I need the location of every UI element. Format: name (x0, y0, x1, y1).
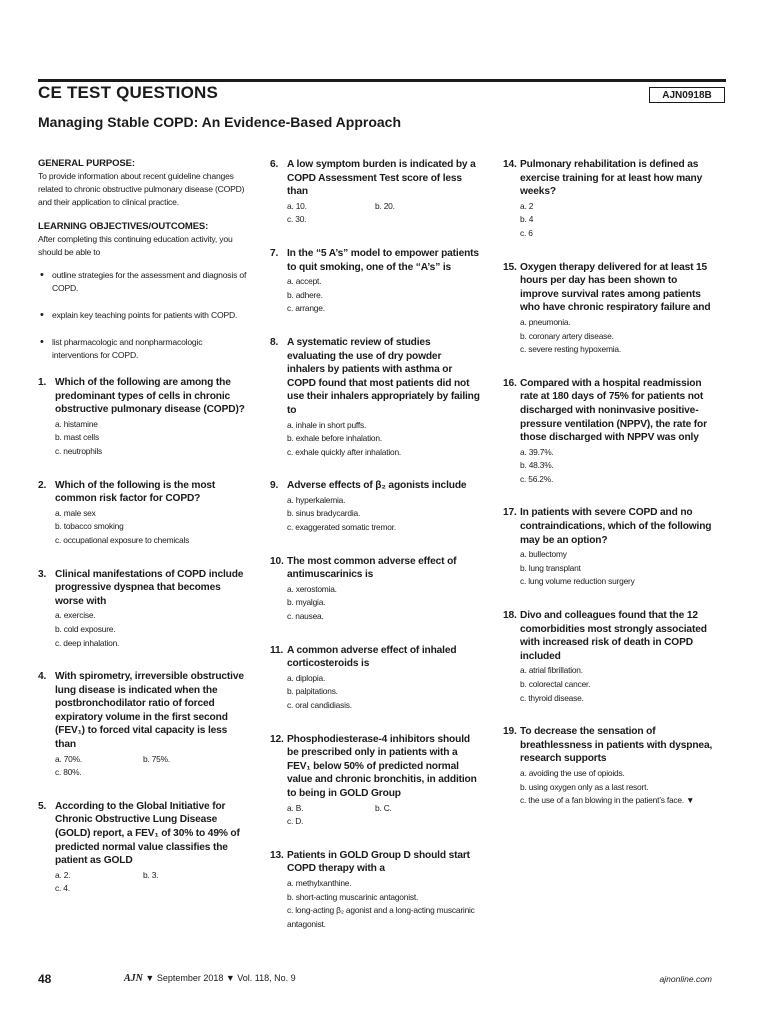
answer-option: a. diplopia. (287, 672, 326, 683)
question-number: 1. (38, 377, 47, 388)
answer-option: b. C. (375, 802, 392, 813)
question-text: Pulmonary rehabilitation is defined as exercise training for at least how many weeks? (520, 159, 703, 198)
answer-option: a. methylxanthine. (287, 877, 352, 888)
question-stem (38, 376, 250, 417)
answer-options (503, 767, 717, 808)
question-text: Oxygen therapy delivered for at least 15 hours per day has been shown to improve survival rates among patients who have chronic respiratory failure and (520, 261, 711, 314)
page-title: CE TEST QUESTIONS (38, 83, 219, 102)
answer-option: c. the use of a fan blowing in the patient’s face. ▼ (520, 795, 695, 806)
answer-option: b. palpitations. (287, 686, 338, 697)
answer-options (38, 753, 250, 780)
question-text: With spirometry, irreversible obstructive lung disease is indicated when the postbronchodilator ratio of forced expiratory volume in the first second (FEV₁) to forced vital capacity is less than (55, 671, 244, 751)
answer-options (270, 802, 480, 829)
answer-option: a. hyperkalemia. (287, 494, 346, 505)
answer-option: a. 70%. (55, 753, 83, 764)
objectives-heading: LEARNING OBJECTIVES/OUTCOMES: (38, 221, 209, 232)
question-4 (38, 670, 250, 780)
question-stem (503, 609, 717, 663)
answer-option: a. 39.7%. (520, 446, 554, 457)
answer-option: b. 75%. (143, 753, 171, 764)
answer-option: a. atrial fibrillation. (520, 665, 583, 676)
answer-options (503, 664, 717, 705)
answer-option: a. pneumonia. (520, 316, 571, 327)
question-stem (270, 336, 480, 418)
answer-option: c. 4. (55, 883, 70, 894)
answer-option: a. B. (287, 802, 304, 813)
column-3 (503, 158, 717, 828)
question-stem (38, 568, 250, 609)
answer-option: c. 6 (520, 227, 533, 238)
answer-option: a. accept. (287, 276, 322, 287)
answer-option: c. deep inhalation. (55, 637, 120, 648)
answer-option: c. exhale quickly after inhalation. (287, 446, 402, 457)
answer-option: b. 48.3%. (520, 460, 554, 471)
question-text: Divo and colleagues found that the 12 comorbidities most strongly associated with increased risk of death in COPD included (520, 610, 707, 662)
answer-options (38, 869, 250, 896)
question-text: Which of the following is the most common risk factor for COPD? (55, 479, 216, 505)
answer-options (270, 419, 480, 460)
issue-info: ▼ September 2018 ▼ Vol. 118, No. 9 (145, 973, 296, 983)
question-text: Phosphodiesterase-4 inhibitors should be prescribed only in patients with a FEV₁ below 50% of predicted normal value and chronic bronchitis, in addition to being in GOLD Group (287, 733, 477, 799)
column-2 (270, 158, 480, 951)
answer-option: c. 56.2%. (520, 473, 554, 484)
question-14 (503, 158, 717, 241)
answer-option: b. mast cells (55, 432, 99, 443)
answer-option: c. severe resting hypoxemia. (520, 344, 621, 355)
answer-options (38, 507, 250, 548)
answer-option: a. 2. (55, 869, 71, 880)
answer-option: c. exaggerated somatic tremor. (287, 522, 396, 533)
question-text: A low symptom burden is indicated by a COPD Assessment Test score of less than (287, 159, 476, 198)
question-number: 4. (38, 671, 47, 683)
question-number: 12. (270, 733, 284, 745)
question-stem (270, 479, 480, 493)
answer-option: a. bullectomy (520, 549, 567, 560)
question-8 (270, 336, 480, 459)
article-subtitle: Managing Stable COPD: An Evidence-Based Approach (38, 114, 402, 130)
objectives-list (38, 269, 250, 362)
answer-option: c. long-acting β₂ agonist and a long-acting muscarinic antagonist. (287, 905, 475, 929)
answer-option: b. 4 (520, 214, 534, 225)
answer-option: c. lung volume reduction surgery (520, 576, 635, 587)
question-11 (270, 644, 480, 713)
question-2 (38, 479, 250, 548)
question-number: 3. (38, 568, 47, 580)
answer-option: b. using oxygen only as a last resort. (520, 781, 649, 792)
question-number: 15. (503, 261, 517, 273)
question-number: 8. (270, 336, 279, 348)
answer-option: c. thyroid disease. (520, 692, 584, 703)
answer-option: a. histamine (55, 418, 98, 429)
answer-options (503, 446, 717, 487)
question-text: The most common adverse effect of antimuscarinics is (287, 555, 457, 581)
answer-option: b. exhale before inhalation. (287, 433, 382, 444)
answer-option: b. cold exposure. (55, 623, 116, 634)
answer-option: b. short-acting muscarinic antagonist. (287, 891, 419, 902)
question-10 (270, 555, 480, 624)
question-number: 14. (503, 159, 517, 170)
question-stem (503, 158, 717, 199)
question-number: 13. (270, 849, 284, 861)
answer-options (270, 200, 480, 227)
question-9 (270, 479, 480, 534)
question-text: Patients in GOLD Group D should start COPD therapy with a (287, 849, 470, 875)
question-stem (270, 158, 480, 199)
answer-option: b. sinus bradycardia. (287, 508, 361, 519)
question-number: 6. (270, 159, 279, 170)
answer-option: b. lung transplant (520, 562, 581, 573)
question-15 (503, 261, 717, 357)
page-number: 48 (38, 972, 52, 986)
question-1 (38, 376, 250, 459)
question-13 (270, 849, 480, 932)
question-6 (270, 158, 480, 227)
answer-option: c. neutrophils (55, 445, 103, 456)
question-text: Which of the following are among the predominant types of cells in chronic obstructive pulmonary disease (COPD)? (55, 377, 245, 416)
question-stem (38, 670, 250, 752)
question-stem (503, 377, 717, 445)
question-stem (38, 479, 250, 506)
question-text: Clinical manifestations of COPD include progressive dyspnea that becomes worse with (55, 568, 244, 607)
question-18 (503, 609, 717, 705)
question-text: A systematic review of studies evaluating the use of dry powder inhalers by patients with asthma or COPD found that most patients did not use their inhalers appropriately by failing to (287, 336, 480, 416)
answer-option: c. nausea. (287, 611, 324, 622)
question-12 (270, 733, 480, 829)
question-stem (503, 506, 717, 547)
answer-option: a. 2 (520, 200, 534, 211)
question-text: Compared with a hospital readmission rate at 180 days of 75% for patients not discharged with noninvasive positive-pressure ventilation (NPPV), the rate for those discharged with NPPV was only (520, 377, 707, 444)
question-stem (503, 725, 717, 766)
question-17 (503, 506, 717, 589)
objective-item: • explain key teaching points for patients with COPD. (38, 309, 250, 322)
answer-option: c. occupational exposure to chemicals (55, 534, 190, 545)
answer-option: b. coronary artery disease. (520, 330, 614, 341)
answer-option: b. colorectal cancer. (520, 679, 591, 689)
answer-option: a. xerostomia. (287, 583, 337, 594)
question-stem (270, 733, 480, 801)
general-purpose-text: To provide information about recent guideline changes related to chronic obstructive pulmonary disease (COPD) and their application to clinical practice. (38, 171, 245, 207)
answer-option: a. inhale in short puffs. (287, 419, 367, 430)
answer-option: c. 80%. (55, 767, 82, 778)
answer-options (270, 494, 480, 535)
answer-options (270, 275, 480, 316)
objectives-intro: After completing this continuing education activity, you should be able to (38, 234, 233, 257)
question-number: 10. (270, 555, 284, 567)
answer-option: b. 3. (143, 869, 159, 880)
answer-option: b. 20. (375, 200, 395, 211)
answer-option: b. myalgia. (287, 597, 326, 608)
question-16 (503, 377, 717, 487)
answer-options (38, 609, 250, 650)
answer-option: b. adhere. (287, 289, 323, 300)
answer-option: a. 10. (287, 200, 307, 211)
question-3 (38, 568, 250, 651)
answer-option: a. avoiding the use of opioids. (520, 767, 625, 778)
question-number: 18. (503, 610, 517, 622)
answer-option: c. D. (287, 816, 304, 827)
question-stem (270, 644, 480, 671)
objective-item: • outline strategies for the assessment and diagnosis of COPD. (38, 269, 250, 295)
answer-option: c. arrange. (287, 303, 325, 314)
question-text: Adverse effects of β₂ agonists include (287, 480, 467, 492)
question-5 (38, 800, 250, 896)
header-rule (38, 79, 726, 82)
journal-info (124, 973, 296, 984)
question-number: 19. (503, 726, 517, 738)
question-number: 7. (270, 247, 279, 259)
question-number: 5. (38, 800, 47, 812)
page-footer (0, 972, 770, 988)
question-stem (270, 247, 480, 274)
question-stem (38, 800, 250, 868)
answer-options (270, 672, 480, 713)
answer-options (503, 316, 717, 357)
question-text: A common adverse effect of inhaled corticosteroids is (287, 644, 457, 670)
journal-abbr: AJN (124, 973, 143, 984)
question-stem (503, 261, 717, 315)
website: ajnonline.com (659, 974, 712, 984)
answer-option: b. tobacco smoking (55, 521, 124, 532)
question-number: 16. (503, 377, 517, 389)
question-7 (270, 247, 480, 316)
question-text: In the “5 A’s” model to empower patients to quit smoking, one of the “A’s” is (287, 247, 479, 273)
question-stem (270, 849, 480, 876)
question-number: 11. (270, 644, 284, 656)
answer-options (503, 548, 717, 589)
answer-options (270, 877, 480, 931)
question-number: 17. (503, 507, 517, 519)
question-number: 2. (38, 479, 47, 491)
answer-option: c. oral candidiasis. (287, 700, 352, 710)
objective-item: • list pharmacologic and nonpharmacologic interventions for COPD. (38, 336, 250, 362)
question-text: According to the Global Initiative for Chronic Obstructive Lung Disease (GOLD) report, a FEV₁ of 30% to 49% of predicted normal value classifies the patient as GOLD (55, 800, 240, 867)
question-stem (270, 555, 480, 582)
column-1 (38, 158, 250, 916)
question-number: 9. (270, 480, 279, 492)
general-purpose-heading: GENERAL PURPOSE: (38, 158, 135, 169)
question-19 (503, 725, 717, 808)
answer-option: a. male sex (55, 507, 96, 518)
question-text: To decrease the sensation of breathlessness in patients with dyspnea, research supports (520, 726, 713, 765)
course-code-badge: AJN0918B (649, 87, 725, 103)
answer-option: a. exercise. (55, 610, 96, 621)
answer-options (38, 418, 250, 459)
answer-options (503, 200, 717, 241)
answer-options (270, 583, 480, 624)
answer-option: c. 30. (287, 214, 307, 225)
question-text: In patients with severe COPD and no contraindications, which of the following may be an option? (520, 507, 712, 546)
